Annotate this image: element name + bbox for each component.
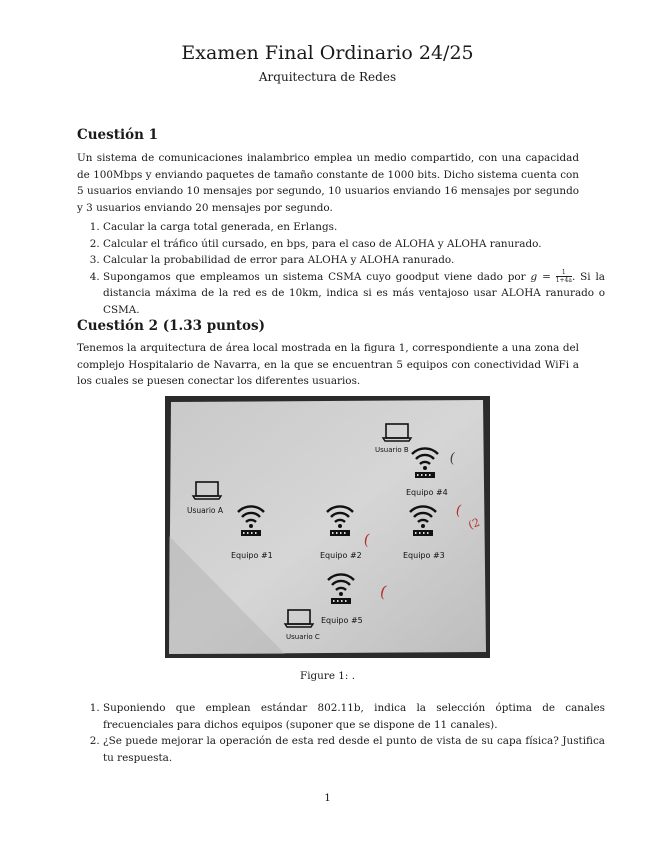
label-equipo-3: Equipo #3 xyxy=(403,551,445,560)
q1-item-1: 1. Cacular la carga total generada, en Erlangs. xyxy=(103,219,605,236)
label-equipo-2: Equipo #2 xyxy=(320,551,362,560)
handwritten-mark: ( xyxy=(362,530,372,549)
q1-heading: Cuestión 1 xyxy=(77,127,159,143)
q1-item-2: 2. Calcular el tráfico útil cursado, en bps, para el caso de ALOHA y ALOHA ranurado. xyxy=(103,236,605,253)
page-subtitle: Arquitectura de Redes xyxy=(258,70,397,84)
handwritten-mark: ( xyxy=(448,450,457,467)
label-usuario-b: Usuario B xyxy=(375,446,409,454)
handwritten-mark: (2 xyxy=(466,515,482,532)
q2-heading: Cuestión 2 (1.33 puntos) xyxy=(77,318,265,334)
label-equipo-1: Equipo #1 xyxy=(231,551,273,560)
label-equipo-4: Equipo #4 xyxy=(406,488,448,497)
q1-item-4 xyxy=(103,269,605,319)
page-number: 1 xyxy=(324,792,331,804)
network-figure xyxy=(165,396,490,658)
label-usuario-a: Usuario A xyxy=(187,506,224,515)
formula-fraction xyxy=(556,269,572,284)
page-title: Examen Final Ordinario 24/25 xyxy=(181,42,474,64)
q1-intro: Un sistema de comunicaciones inalambrico emplea un medio compartido, con una capacidad de 100Mbps y enviando paquetes de tamaño constante de 1000 bits. Dicho sistema cuenta con 5 usuarios enviando 10 mensajes por segundo, 10 usuarios enviando 16 mensajes por segundo y 3 usuarios enviando 20 mensajes por segundo. xyxy=(77,152,579,214)
q2-item-2: 2. ¿Se puede mejorar la operación de esta red desde el punto de vista de su capa física? Justifica tu respuesta. xyxy=(103,733,605,766)
handwritten-mark: ( xyxy=(378,581,389,602)
q1-item-4-post: . Si la distancia máxima de la red es de 10km, indica si es más ventajoso usar ALOHA ranurado o CSMA. xyxy=(103,270,606,316)
q2-item-1: 1. Suponiendo que emplean estándar 802.11b, indica la selección óptima de canales frecuenciales para dichos equipos (suponer que se dispone de 11 canales). xyxy=(103,700,605,733)
q2-intro: Tenemos la arquitectura de área local mostrada en la figura 1, correspondiente a una zona del complejo Hospitalario de Navarra, en la que se encuentran 5 equipos con conectividad WiFi a los cuales se puesen conectar los diferentes usuarios. xyxy=(77,342,579,387)
q1-item-3: 3. Calcular la probabilidad de error para ALOHA y ALOHA ranurado. xyxy=(103,252,605,269)
label-usuario-c: Usuario C xyxy=(286,633,320,641)
q1-list xyxy=(77,219,605,318)
formula-lhs: g = xyxy=(530,270,551,283)
label-equipo-5: Equipo #5 xyxy=(321,616,363,625)
formula-denominator: 1+4a xyxy=(555,277,572,284)
q1-item-4-pre: Supongamos que empleamos un sistema CSMA cuyo goodput viene dado por xyxy=(103,270,531,283)
q2-list xyxy=(77,700,605,766)
formula-numerator: 1 xyxy=(561,269,566,276)
figure-caption: Figure 1: . xyxy=(299,670,355,682)
handwritten-mark: ( xyxy=(454,502,463,520)
